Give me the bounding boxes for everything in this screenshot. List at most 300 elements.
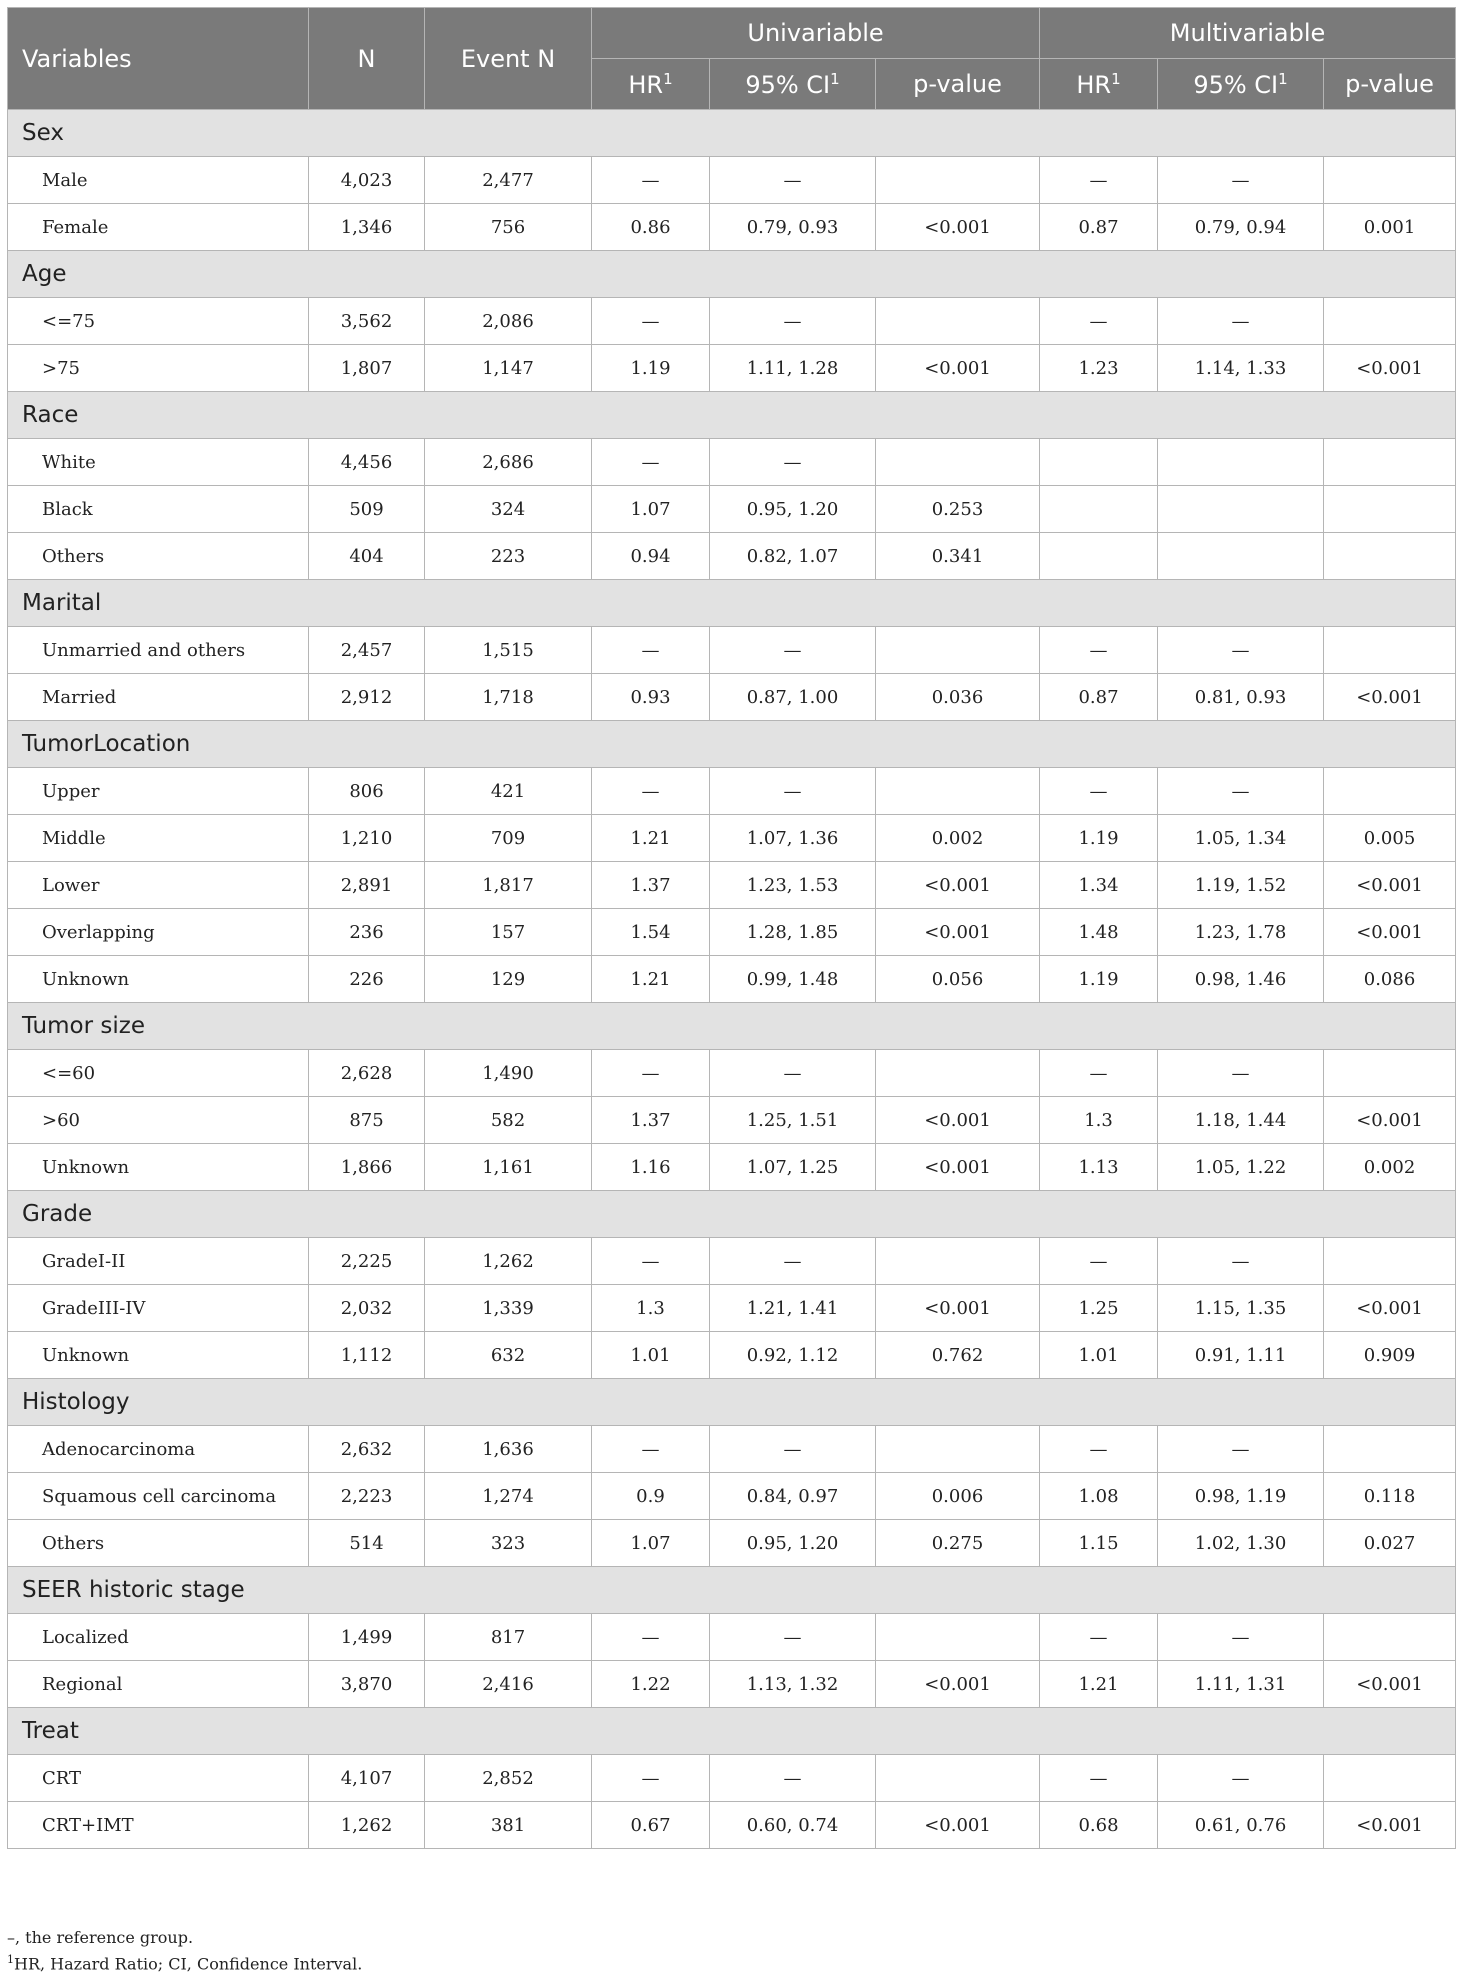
cell-n: 4,023 [309,157,425,204]
cell-n: 806 [309,768,425,815]
cell-event-n: 709 [425,815,592,862]
cell-u-hr: 1.19 [592,345,710,392]
row-label: Others [8,1520,309,1567]
cell-event-n: 1,817 [425,862,592,909]
cell-m-ci: — [1158,627,1324,674]
cell-event-n: 1,147 [425,345,592,392]
header-u-ci: 95% $CI^1$ [710,59,876,110]
row-label: <=60 [8,1050,309,1097]
group-row [8,1003,1456,1050]
row-label: >75 [8,345,309,392]
cell-m-p: 0.005 [1324,815,1456,862]
table-row [8,439,1456,486]
cell-m-p: <0.001 [1324,674,1456,721]
cell-m-ci: — [1158,298,1324,345]
cell-m-hr: — [1040,1755,1158,1802]
cell-u-p [876,768,1040,815]
cell-n: 1,807 [309,345,425,392]
cell-m-hr: — [1040,1426,1158,1473]
cell-u-ci: 1.07, 1.25 [710,1144,876,1191]
cell-u-ci: 0.82, 1.07 [710,533,876,580]
cell-m-hr: — [1040,1050,1158,1097]
group-row [8,110,1456,157]
row-label: >60 [8,1097,309,1144]
cell-u-hr: 0.94 [592,533,710,580]
reference-note: –, the reference group. [7,1928,194,1947]
cell-u-hr: 1.54 [592,909,710,956]
cell-u-p [876,1426,1040,1473]
cell-event-n: 1,515 [425,627,592,674]
table-row [8,1802,1456,1849]
cell-u-ci: — [710,1755,876,1802]
cell-u-hr: 0.93 [592,674,710,721]
cell-n: 4,107 [309,1755,425,1802]
cell-m-hr [1040,486,1158,533]
cell-u-hr: — [592,1614,710,1661]
cell-m-p: <0.001 [1324,1097,1456,1144]
cell-event-n: 2,852 [425,1755,592,1802]
cell-u-p: <0.001 [876,1285,1040,1332]
cell-u-p: <0.001 [876,862,1040,909]
row-label: Lower [8,862,309,909]
group-label: Race [8,392,1456,439]
cell-event-n: 1,262 [425,1238,592,1285]
cell-u-p [876,439,1040,486]
cell-n: 2,457 [309,627,425,674]
group-row [8,721,1456,768]
cell-u-p: <0.001 [876,204,1040,251]
cell-n: 2,223 [309,1473,425,1520]
table-row [8,157,1456,204]
table-row [8,1050,1456,1097]
cell-u-ci: 1.11, 1.28 [710,345,876,392]
cell-u-hr: 1.22 [592,1661,710,1708]
cell-u-hr: 1.21 [592,815,710,862]
cell-event-n: 324 [425,486,592,533]
cell-m-ci: 0.98, 1.19 [1158,1473,1324,1520]
group-row [8,1567,1456,1614]
row-label: Localized [8,1614,309,1661]
cell-event-n: 817 [425,1614,592,1661]
header-variables: Variables [8,8,309,110]
table-row [8,298,1456,345]
table-row [8,674,1456,721]
cell-m-ci: 1.18, 1.44 [1158,1097,1324,1144]
row-label: GradeIII-IV [8,1285,309,1332]
cell-u-p [876,1755,1040,1802]
table-row [8,1426,1456,1473]
cell-u-hr: — [592,1050,710,1097]
cell-m-ci: — [1158,1755,1324,1802]
cell-n: 514 [309,1520,425,1567]
table-row [8,909,1456,956]
cell-u-ci: 1.28, 1.85 [710,909,876,956]
row-label: Unmarried and others [8,627,309,674]
cell-u-ci: — [710,1614,876,1661]
cell-u-p [876,1614,1040,1661]
cell-n: 236 [309,909,425,956]
cell-m-hr: 1.25 [1040,1285,1158,1332]
cell-u-p: 0.036 [876,674,1040,721]
cell-m-p: 0.118 [1324,1473,1456,1520]
header-multivariable: Multivariable [1040,8,1456,59]
table-row [8,486,1456,533]
cell-m-p: 0.001 [1324,204,1456,251]
group-row [8,1708,1456,1755]
cell-u-ci: — [710,1238,876,1285]
cell-m-ci: 0.91, 1.11 [1158,1332,1324,1379]
cell-event-n: 421 [425,768,592,815]
cell-m-p [1324,1238,1456,1285]
table-row [8,1097,1456,1144]
group-row [8,580,1456,627]
cell-n: 4,456 [309,439,425,486]
table-notes [7,1927,362,1975]
table-row [8,1238,1456,1285]
row-label: GradeI-II [8,1238,309,1285]
row-label: White [8,439,309,486]
cell-event-n: 323 [425,1520,592,1567]
table-row [8,862,1456,909]
cell-m-hr [1040,533,1158,580]
cell-m-p [1324,627,1456,674]
cell-m-ci: 1.05, 1.22 [1158,1144,1324,1191]
cell-u-hr: 1.07 [592,486,710,533]
cell-u-ci: 0.95, 1.20 [710,1520,876,1567]
cell-n: 1,499 [309,1614,425,1661]
header-m-hr: $HR^1$ [1040,59,1158,110]
cell-m-p: <0.001 [1324,1285,1456,1332]
group-row [8,251,1456,298]
header-event-n: Event N [425,8,592,110]
table-container [7,7,1455,1849]
group-label: Marital [8,580,1456,627]
cell-n: 1,262 [309,1802,425,1849]
header-univariable: Univariable [592,8,1040,59]
cell-u-ci: 0.79, 0.93 [710,204,876,251]
table-body [8,110,1456,1849]
cell-u-ci: — [710,1426,876,1473]
cell-u-hr: — [592,157,710,204]
cell-m-p [1324,486,1456,533]
group-label: TumorLocation [8,721,1456,768]
cell-m-hr: 1.3 [1040,1097,1158,1144]
cell-m-hr: 0.68 [1040,1802,1158,1849]
group-label: Histology [8,1379,1456,1426]
cell-n: 2,032 [309,1285,425,1332]
cell-u-hr: 0.9 [592,1473,710,1520]
row-label: CRT [8,1755,309,1802]
row-label: Female [8,204,309,251]
row-label: Black [8,486,309,533]
header-m-p: p-value [1324,59,1456,110]
cell-event-n: 157 [425,909,592,956]
cell-u-ci: 1.25, 1.51 [710,1097,876,1144]
cell-u-hr: — [592,298,710,345]
cell-m-hr: 1.08 [1040,1473,1158,1520]
cell-u-p: <0.001 [876,1802,1040,1849]
table-row [8,1473,1456,1520]
cell-event-n: 632 [425,1332,592,1379]
cell-m-hr: 1.13 [1040,1144,1158,1191]
cell-u-hr: 1.37 [592,1097,710,1144]
cell-u-p: <0.001 [876,345,1040,392]
row-label: Male [8,157,309,204]
cell-u-hr: 1.07 [592,1520,710,1567]
cell-m-ci: 0.79, 0.94 [1158,204,1324,251]
cell-m-hr: — [1040,1238,1158,1285]
cell-m-ci: 1.05, 1.34 [1158,815,1324,862]
cell-u-p [876,157,1040,204]
group-row [8,1191,1456,1238]
row-label: Regional [8,1661,309,1708]
cell-m-ci: 1.19, 1.52 [1158,862,1324,909]
cell-m-ci: — [1158,1426,1324,1473]
cell-m-ci: 1.14, 1.33 [1158,345,1324,392]
cell-m-p [1324,533,1456,580]
table-row [8,1332,1456,1379]
cell-m-hr: 1.21 [1040,1661,1158,1708]
row-label: Upper [8,768,309,815]
cell-event-n: 756 [425,204,592,251]
cell-u-hr: 1.37 [592,862,710,909]
cell-m-ci: — [1158,768,1324,815]
cell-n: 875 [309,1097,425,1144]
group-label: Grade [8,1191,1456,1238]
table-row [8,1520,1456,1567]
cell-n: 3,562 [309,298,425,345]
cell-n: 2,632 [309,1426,425,1473]
cell-u-ci: 0.60, 0.74 [710,1802,876,1849]
cell-n: 404 [309,533,425,580]
cell-u-hr: — [592,627,710,674]
cell-u-p: 0.253 [876,486,1040,533]
row-label: Adenocarcinoma [8,1426,309,1473]
cell-m-p: 0.027 [1324,1520,1456,1567]
group-row [8,392,1456,439]
cell-u-ci: — [710,1050,876,1097]
row-label: Married [8,674,309,721]
row-label: Unknown [8,1332,309,1379]
cell-n: 2,891 [309,862,425,909]
cell-u-ci: 0.87, 1.00 [710,674,876,721]
cell-m-ci: 1.23, 1.78 [1158,909,1324,956]
cell-u-p [876,627,1040,674]
cell-n: 1,866 [309,1144,425,1191]
cell-u-ci: 0.92, 1.12 [710,1332,876,1379]
cell-u-p: 0.002 [876,815,1040,862]
cell-n: 226 [309,956,425,1003]
table-row [8,1614,1456,1661]
table-row [8,1144,1456,1191]
cell-m-hr: 1.19 [1040,815,1158,862]
cell-u-hr: — [592,768,710,815]
cell-m-p [1324,298,1456,345]
cell-u-hr: — [592,1755,710,1802]
cell-u-hr: 1.3 [592,1285,710,1332]
row-label: Middle [8,815,309,862]
table-header [8,8,1456,110]
group-label: Sex [8,110,1456,157]
hazard-ratio-table [7,7,1456,1849]
cell-n: 2,912 [309,674,425,721]
cell-u-p: 0.056 [876,956,1040,1003]
cell-m-p [1324,1614,1456,1661]
row-label: Overlapping [8,909,309,956]
cell-u-hr: 1.01 [592,1332,710,1379]
cell-n: 1,210 [309,815,425,862]
cell-m-ci: 0.81, 0.93 [1158,674,1324,721]
cell-u-hr: — [592,1238,710,1285]
group-label: SEER historic stage [8,1567,1456,1614]
cell-n: 1,112 [309,1332,425,1379]
cell-u-hr: 1.16 [592,1144,710,1191]
cell-u-ci: 0.95, 1.20 [710,486,876,533]
cell-m-p [1324,1755,1456,1802]
cell-event-n: 1,490 [425,1050,592,1097]
cell-u-ci: 1.13, 1.32 [710,1661,876,1708]
cell-event-n: 223 [425,533,592,580]
cell-n: 3,870 [309,1661,425,1708]
cell-event-n: 2,416 [425,1661,592,1708]
cell-event-n: 2,477 [425,157,592,204]
header-m-ci: 95% $CI^1$ [1158,59,1324,110]
cell-m-p: <0.001 [1324,345,1456,392]
cell-m-hr: 0.87 [1040,674,1158,721]
cell-m-p: <0.001 [1324,909,1456,956]
group-label: Age [8,251,1456,298]
cell-m-ci: — [1158,1050,1324,1097]
cell-m-ci: 0.98, 1.46 [1158,956,1324,1003]
cell-u-p: <0.001 [876,909,1040,956]
cell-m-hr: — [1040,157,1158,204]
cell-m-p: <0.001 [1324,862,1456,909]
cell-event-n: 1,718 [425,674,592,721]
row-label: CRT+IMT [8,1802,309,1849]
abbreviation-note: $^1$HR, Hazard Ratio; CI, Confidence Interval. [7,1953,363,1974]
cell-m-p [1324,439,1456,486]
cell-u-p: <0.001 [876,1097,1040,1144]
cell-u-ci: 1.07, 1.36 [710,815,876,862]
cell-n: 2,628 [309,1050,425,1097]
table-row [8,627,1456,674]
cell-m-p: <0.001 [1324,1802,1456,1849]
cell-m-hr [1040,439,1158,486]
cell-m-ci [1158,486,1324,533]
cell-u-p [876,1050,1040,1097]
cell-u-ci: 0.99, 1.48 [710,956,876,1003]
cell-u-p: <0.001 [876,1661,1040,1708]
row-label: Unknown [8,956,309,1003]
cell-m-hr: 1.48 [1040,909,1158,956]
cell-u-ci: — [710,627,876,674]
cell-u-ci: 0.84, 0.97 [710,1473,876,1520]
group-row [8,1379,1456,1426]
cell-m-ci: 1.15, 1.35 [1158,1285,1324,1332]
cell-m-p: 0.909 [1324,1332,1456,1379]
cell-m-hr: 1.19 [1040,956,1158,1003]
cell-event-n: 1,636 [425,1426,592,1473]
cell-event-n: 582 [425,1097,592,1144]
table-row [8,1661,1456,1708]
table-row [8,533,1456,580]
cell-m-hr: — [1040,298,1158,345]
cell-m-ci [1158,439,1324,486]
header-u-p: p-value [876,59,1040,110]
cell-u-hr: 0.67 [592,1802,710,1849]
cell-event-n: 129 [425,956,592,1003]
row-label: Others [8,533,309,580]
cell-u-p [876,1238,1040,1285]
header-u-hr: $HR^1$ [592,59,710,110]
cell-u-p: 0.762 [876,1332,1040,1379]
cell-m-p: 0.086 [1324,956,1456,1003]
table-row [8,768,1456,815]
cell-m-hr: 1.01 [1040,1332,1158,1379]
cell-m-ci: — [1158,157,1324,204]
cell-u-ci: — [710,439,876,486]
cell-u-ci: 1.21, 1.41 [710,1285,876,1332]
cell-m-p: 0.002 [1324,1144,1456,1191]
table-row [8,345,1456,392]
row-label: <=75 [8,298,309,345]
group-label: Tumor size [8,1003,1456,1050]
cell-n: 2,225 [309,1238,425,1285]
group-label: Treat [8,1708,1456,1755]
cell-m-ci: 0.61, 0.76 [1158,1802,1324,1849]
cell-m-p [1324,1426,1456,1473]
cell-u-p: 0.341 [876,533,1040,580]
table-row [8,815,1456,862]
table-row [8,204,1456,251]
cell-m-ci: 1.02, 1.30 [1158,1520,1324,1567]
cell-u-p: <0.001 [876,1144,1040,1191]
cell-m-ci: — [1158,1238,1324,1285]
table-row [8,1285,1456,1332]
header-n: N [309,8,425,110]
row-label: Squamous cell carcinoma [8,1473,309,1520]
cell-u-ci: — [710,157,876,204]
cell-u-hr: — [592,439,710,486]
cell-u-hr: — [592,1426,710,1473]
cell-m-hr: 1.34 [1040,862,1158,909]
cell-u-ci: — [710,768,876,815]
cell-event-n: 1,274 [425,1473,592,1520]
cell-u-hr: 0.86 [592,204,710,251]
cell-m-ci [1158,533,1324,580]
cell-u-p: 0.006 [876,1473,1040,1520]
cell-m-hr: — [1040,1614,1158,1661]
cell-m-hr: 1.23 [1040,345,1158,392]
cell-event-n: 1,161 [425,1144,592,1191]
row-label: Unknown [8,1144,309,1191]
table-row [8,956,1456,1003]
cell-m-hr: — [1040,768,1158,815]
cell-event-n: 2,686 [425,439,592,486]
cell-event-n: 2,086 [425,298,592,345]
cell-m-hr: 0.87 [1040,204,1158,251]
cell-n: 509 [309,486,425,533]
cell-event-n: 381 [425,1802,592,1849]
cell-n: 1,346 [309,204,425,251]
cell-m-p [1324,157,1456,204]
cell-m-ci: 1.11, 1.31 [1158,1661,1324,1708]
cell-u-ci: — [710,298,876,345]
cell-u-ci: 1.23, 1.53 [710,862,876,909]
cell-m-hr: 1.15 [1040,1520,1158,1567]
cell-u-p: 0.275 [876,1520,1040,1567]
cell-m-p: <0.001 [1324,1661,1456,1708]
